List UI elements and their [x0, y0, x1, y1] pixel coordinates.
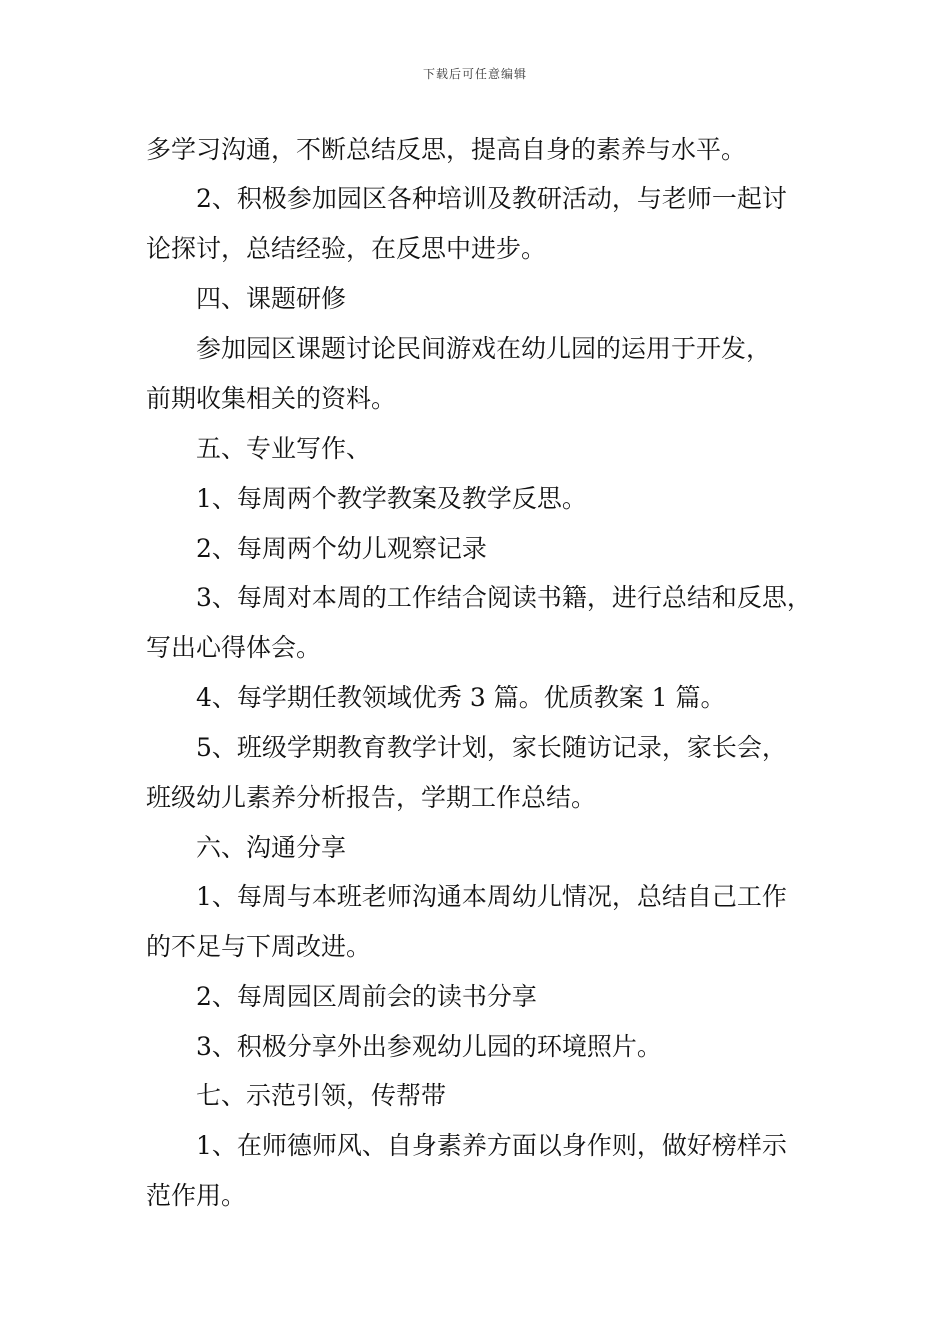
section-heading: 四、课题研修: [196, 284, 347, 313]
text-line: 5、班级学期教育教学计划，家长随访记录，家长会，: [196, 733, 787, 762]
text-line: 4、每学期任教领域优秀 3 篇。优质教案 1 篇。: [196, 683, 726, 712]
text-line: 1、每周与本班老师沟通本周幼儿情况，总结自己工作: [196, 882, 787, 911]
text-line: 2、每周园区周前会的读书分享: [196, 982, 537, 1011]
text-line: 2、每周两个幼儿观察记录: [196, 534, 487, 563]
text-line: 范作用。: [146, 1181, 247, 1210]
text-line: 的不足与下周改进。: [146, 932, 372, 961]
text-line: 3、积极分享外出参观幼儿园的环境照片。: [196, 1032, 662, 1061]
text-line: 1、每周两个教学教案及教学反思。: [196, 484, 587, 513]
text-line: 前期收集相关的资料。: [146, 384, 397, 413]
section-heading: 五、专业写作、: [196, 434, 372, 463]
text-line: 3、每周对本周的工作结合阅读书籍，进行总结和反思，: [196, 583, 812, 612]
text-line: 2、积极参加园区各种培训及教研活动，与老师一起讨: [196, 184, 787, 213]
text-line: 参加园区课题讨论民间游戏在幼儿园的运用于开发，: [196, 334, 772, 363]
section-heading: 七、示范引领，传帮带: [196, 1081, 447, 1110]
text-line: 写出心得体会。: [146, 633, 322, 662]
text-line: 论探讨，总结经验，在反思中进步。: [146, 234, 547, 263]
page-header: 下载后可任意编辑: [422, 67, 527, 81]
text-line: 多学习沟通，不断总结反思，提高自身的素养与水平。: [146, 135, 747, 164]
section-heading: 六、沟通分享: [196, 833, 347, 862]
text-line: 1、在师德师风、自身素养方面以身作则，做好榜样示: [196, 1131, 787, 1160]
text-line: 班级幼儿素养分析报告，学期工作总结。: [146, 783, 597, 812]
